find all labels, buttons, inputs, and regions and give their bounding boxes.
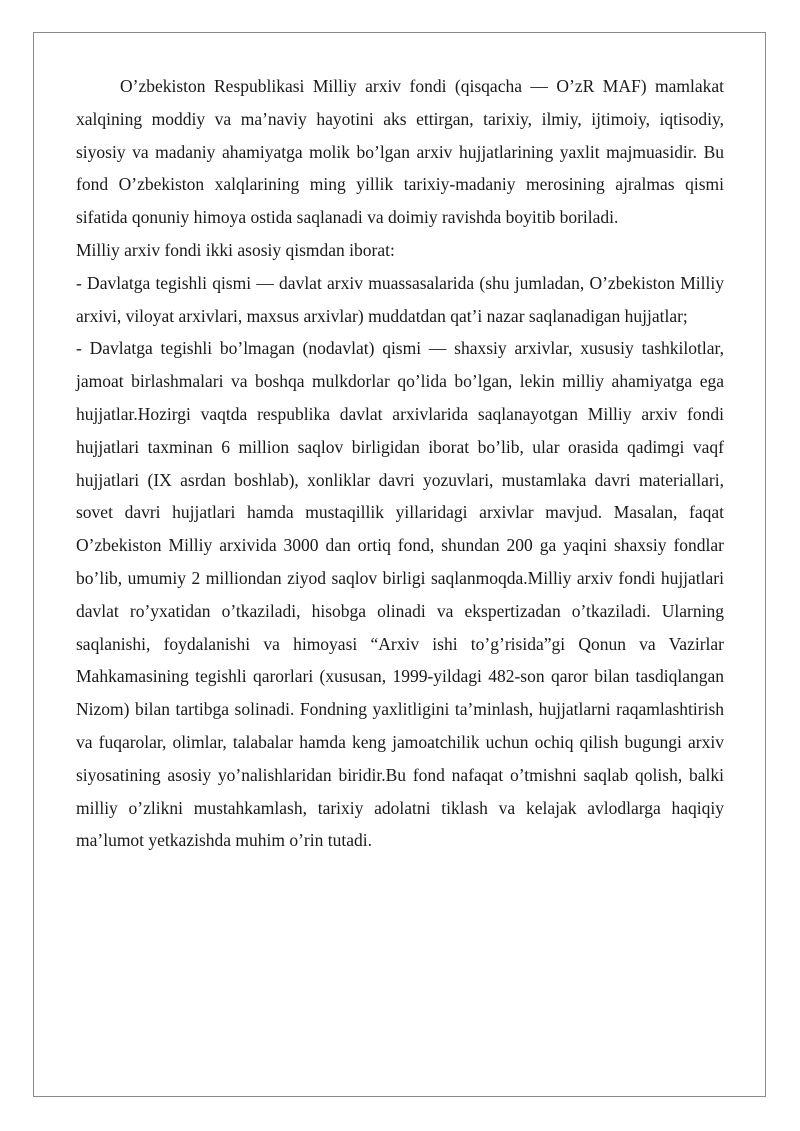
parts-heading-paragraph: Milliy arxiv fondi ikki asosiy qismdan iborat: xyxy=(76,239,395,260)
nonstate-part-paragraph: - Davlatga tegishli bo’lmagan (nodavlat) qismi — shaxsiy arxivlar, xususiy tashkilotlar, jamoat birlashmalari va boshqa mulkdorlar qo’lida bo’lgan, lekin milliy ahamiyatga ega hujjatlar.Hozirgi vaqtda respublika davlat arxivlarida saqlanayotgan Milliy arxiv fondi hujjatlari taxminan 6 million saqlov birligidan iborat bo’lib, ular orasida qadimgi vaqf hujjatlari (IX asrdan boshlab), xonliklar davri yozuvlari, mustamlaka davri materiallari, sovet davri hujjatlari hamda mustaqillik yillaridagi arxivlar mavjud. Masalan, faqat O’zbekiston Milliy arxivida 3000 dan ortiq fond, shundan 200 ga yaqini shaxsiy fondlar bo’lib, umumiy 2 milliondan ziyod saqlov birligi saqlanmoqda.Milliy arxiv fondi hujjatlari davlat ro’yxatidan o’tkaziladi, hisobga olinadi va ekspertizadan o’tkaziladi. Ularning saqlanishi, foydalanishi va himoyasi “Arxiv ishi to’g’risida”gi Qonun va Vazirlar Mahkamasining tegishli qarorlari (xususan, 1999-yildagi 482-son qaror bilan tasdiqlangan Nizom) bilan tartibga solinadi. Fondning yaxlitligini ta’minlash, hujjatlarni raqamlashtirish va fuqarolar, olimlar, talabalar hamda keng jamoatchilik uchun ochiq qilish bugungi arxiv siyosatining asosiy yo’nalishlaridan biridir.Bu fond nafaqat o’tmishni saqlab qolish, balki milliy o’zlikni mustahkamlash, tarixiy adolatni tiklash va kelajak avlodlarga haqiqiy ma’lumot yetkazishda muhim o’rin tutadi. xyxy=(76,338,724,851)
state-part-paragraph: - Davlatga tegishli qismi — davlat arxiv muassasalarida (shu jumladan, O’zbekiston Milliy arxivi, viloyat arxivlari, maxsus arxivlar) muddatdan qat’i nazar saqlanadigan hujjatlar; xyxy=(76,272,724,326)
intro-paragraph: O’zbekiston Respublikasi Milliy arxiv fondi (qisqacha — O’zR MAF) mamlakat xalqining moddiy va ma’naviy hayotini aks ettirgan, tarixiy, ilmiy, ijtimoiy, iqtisodiy, siyosiy va madaniy ahamiyatga molik bo’lgan arxiv hujjatlarining yaxlit majmuasidir. Bu fond O’zbekiston xalqlarining ming yillik tarixiy-madaniy merosining ajralmas qismi sifatida qonuniy himoya ostida saqlanadi va doimiy ravishda boyitib boriladi. xyxy=(76,76,724,228)
document-body xyxy=(76,70,724,857)
